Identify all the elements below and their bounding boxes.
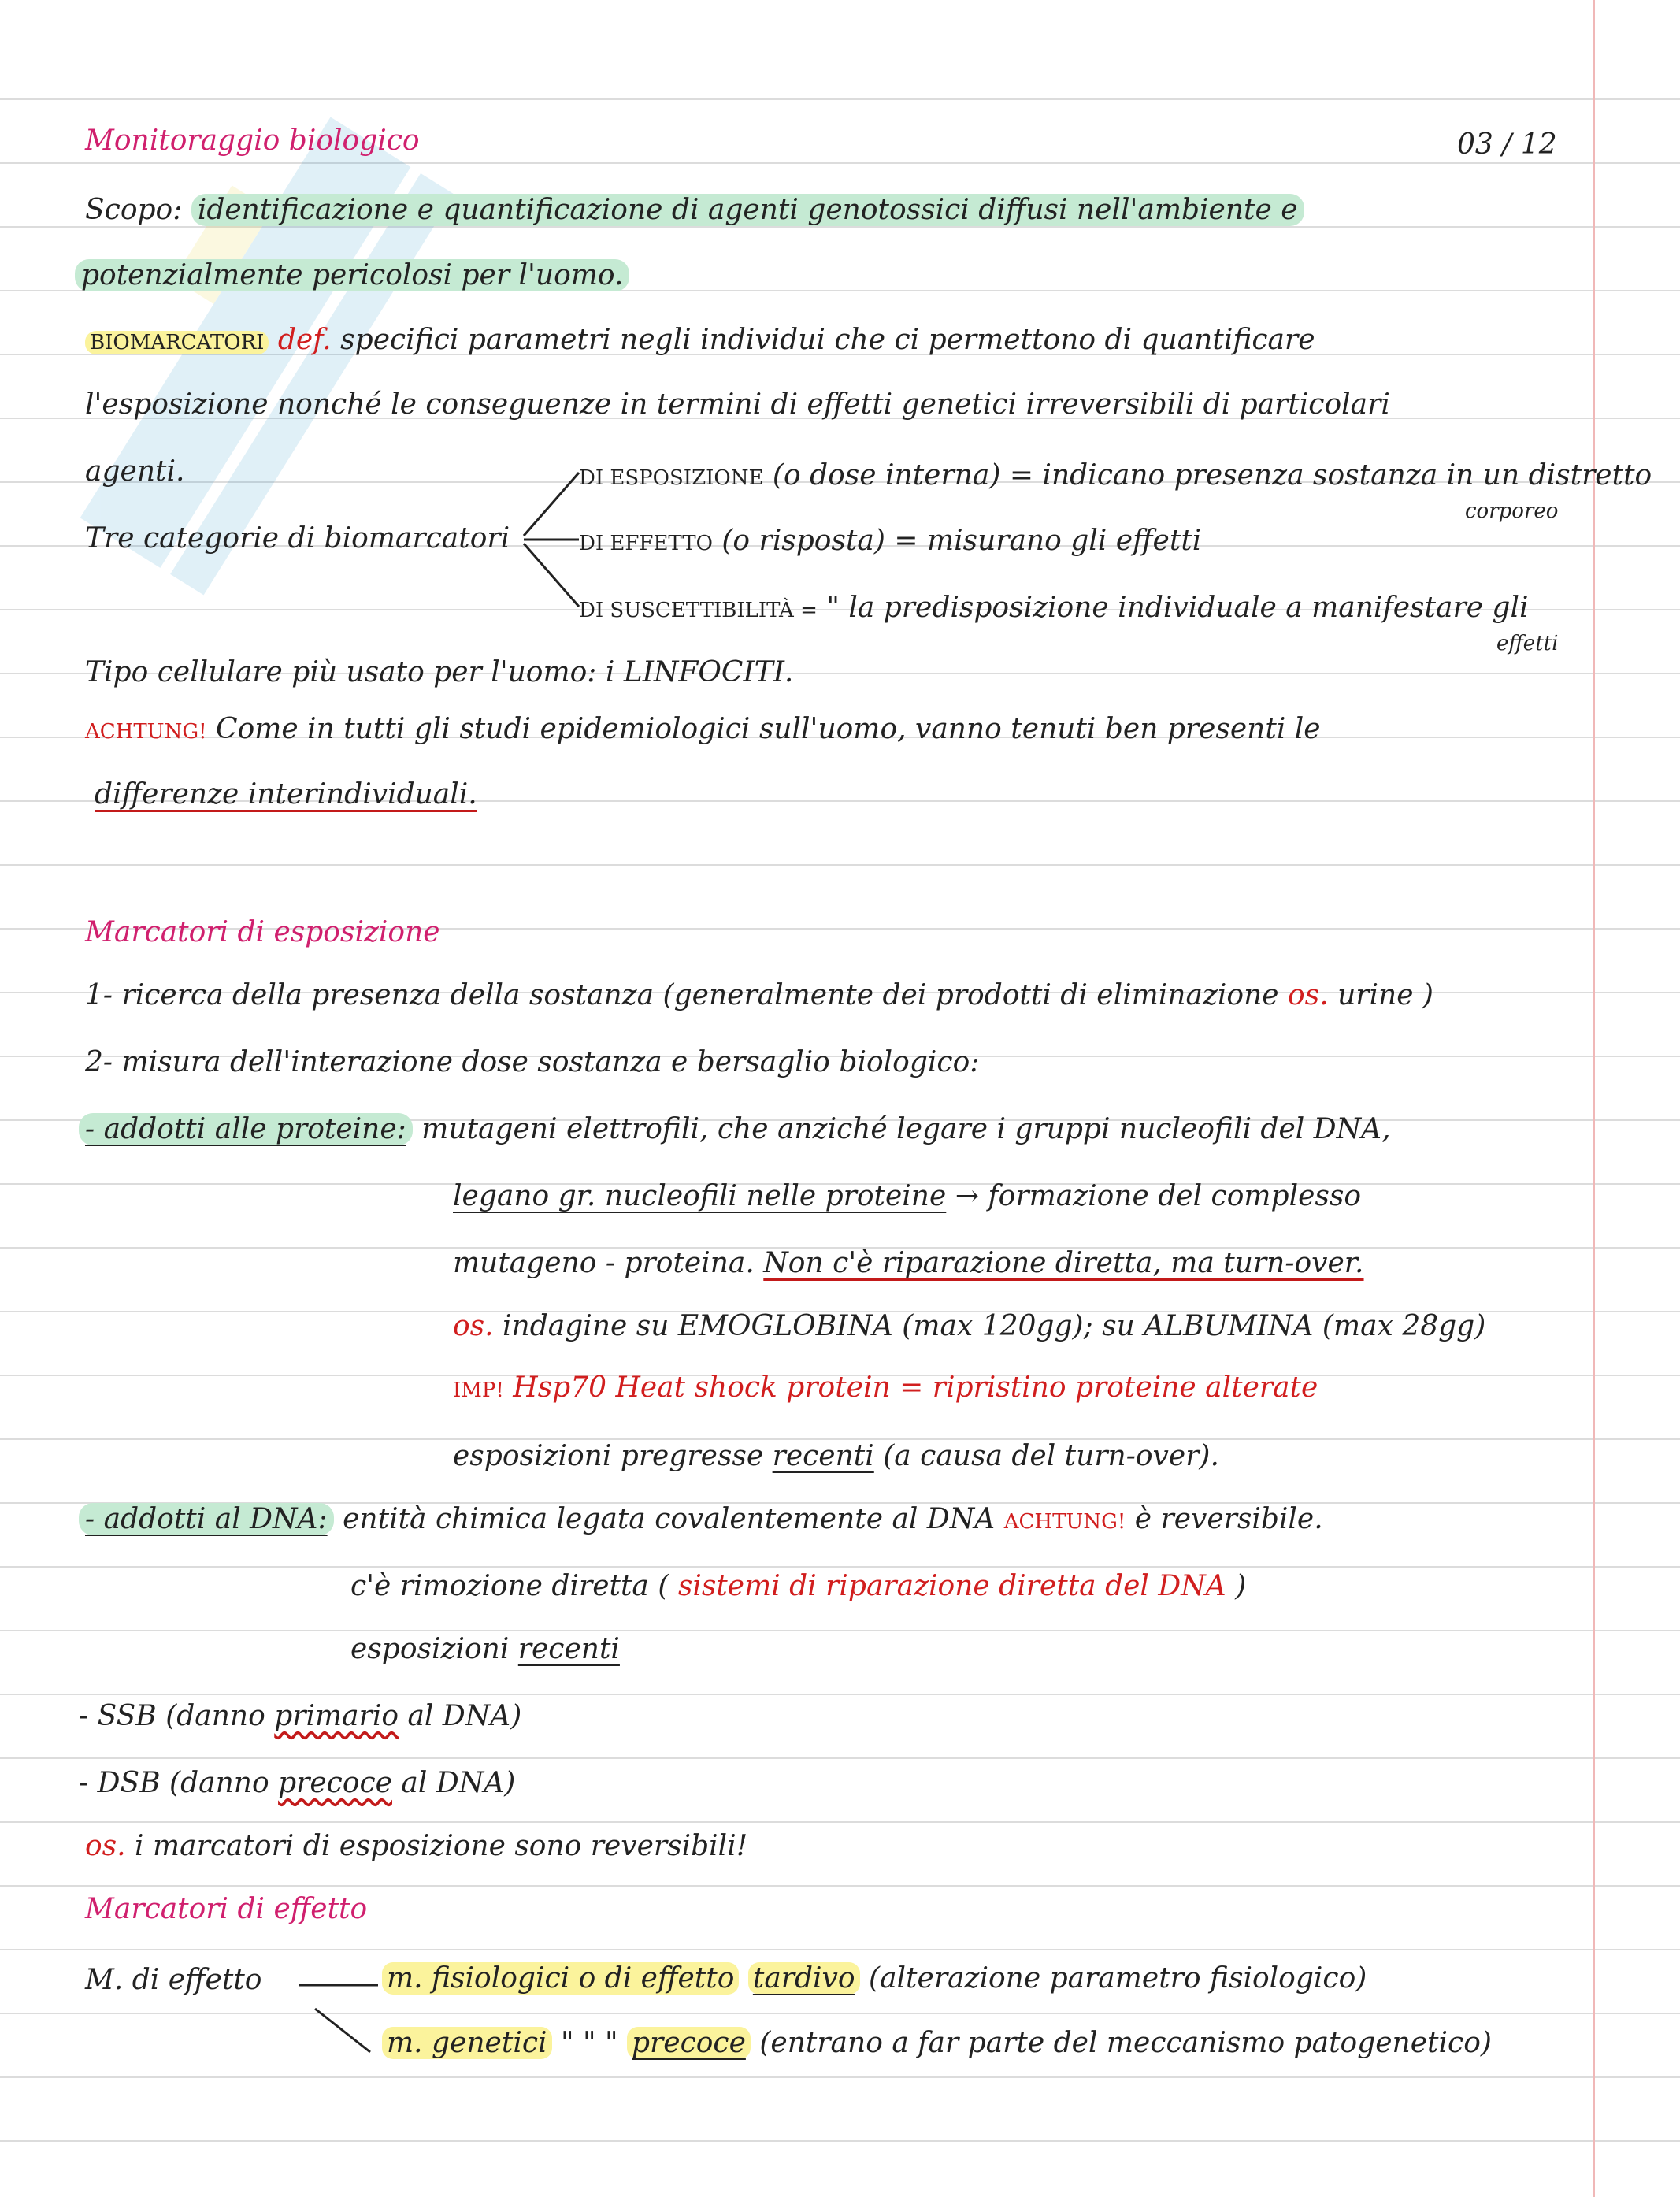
proteins-text-2a: legano gr. nucleofili nelle proteine	[453, 1180, 947, 1212]
proteins-line-5	[453, 1369, 1318, 1409]
dna-text-3a: esposizioni	[350, 1633, 510, 1665]
dna-line-3	[350, 1631, 620, 1668]
category-susceptibility-name: DI SUSCETTIBILITÀ =	[579, 599, 818, 622]
biomarker-text-1: specifici parametri negli individui che ci permettono di quantificare	[340, 324, 1315, 356]
proteins-line-1	[79, 1111, 1391, 1149]
dna-line-2	[350, 1568, 1246, 1605]
proteins-line-6	[453, 1438, 1219, 1475]
category-exposure	[579, 457, 1652, 497]
category-effect	[579, 522, 1201, 562]
proteins-text-6c: (a causa del turn-over).	[883, 1440, 1219, 1472]
effect-label: M. di effetto	[85, 1964, 262, 1996]
ssb-word: primario	[274, 1700, 399, 1732]
achtung-line-1	[85, 711, 1321, 751]
dna-label: - addotti al DNA:	[79, 1503, 334, 1535]
proteins-text-3b: Non c'è riparazione diretta, ma turn-over.	[763, 1247, 1364, 1279]
page-title: Monitoraggio biologico	[85, 124, 420, 157]
dna-line-1	[79, 1501, 1323, 1541]
category-susceptibility-text: " la predisposizione individuale a manifestare gli	[826, 592, 1529, 624]
effect-item-2b: " "	[560, 2027, 596, 2059]
ssb-suffix: al DNA)	[407, 1700, 522, 1732]
effect-item-1a: m. fisiologici o di effetto	[382, 1962, 739, 1995]
achtung-line-2: differenze interindividuali.	[95, 778, 477, 811]
biomarker-label: BIOMARCATORI	[85, 331, 269, 354]
dsb-word: precoce	[278, 1767, 392, 1799]
dna-text-3b: recenti	[517, 1633, 620, 1665]
proteins-text-4: indagine su EMOGLOBINA (max 120gg); su ALBUMINA (max 28gg)	[503, 1310, 1486, 1342]
categories-label: Tre categorie di biomarcatori	[85, 522, 510, 555]
effect-item-2d: precoce	[627, 2027, 751, 2059]
category-effect-text: (o risposta) = misurano gli effetti	[721, 525, 1202, 557]
scope-line-1	[85, 191, 1304, 229]
exposure-item-1-suffix: urine )	[1337, 979, 1433, 1011]
proteins-text-3a: mutageno - proteina.	[453, 1247, 755, 1279]
proteins-text-6a: esposizioni pregresse	[453, 1440, 764, 1472]
dsb-line	[79, 1765, 515, 1802]
dna-achtung: ACHTUNG!	[1003, 1510, 1126, 1534]
effect-item-2c: "	[605, 2027, 618, 2059]
dsb-prefix: - DSB (danno	[79, 1767, 269, 1799]
cell-type-line: Tipo cellulare più usato per l'uomo: i LINFOCITI.	[85, 656, 794, 688]
effect-branch-lines	[291, 1969, 386, 2072]
proteins-text-2b: → formazione del complesso	[955, 1180, 1362, 1212]
scope-label: Scopo:	[85, 194, 183, 226]
dna-text-1: entità chimica legata covalentemente al DNA	[343, 1503, 996, 1535]
proteins-text-6b: recenti	[772, 1440, 874, 1472]
achtung-label: ACHTUNG!	[85, 720, 207, 744]
category-exposure-cont: corporeo	[1465, 499, 1559, 523]
biomarker-line-1	[85, 321, 1315, 362]
dna-text-1b: è reversibile.	[1134, 1503, 1323, 1535]
effect-item-2	[382, 2024, 1492, 2062]
effect-item-2e: (entrano a far parte del meccanismo patogenetico)	[759, 2027, 1492, 2059]
category-exposure-name: DI ESPOSIZIONE	[579, 466, 764, 490]
effect-item-1	[382, 1960, 1367, 1998]
effect-item-2a: m. genetici	[382, 2027, 552, 2059]
imp-label: IMP!	[453, 1379, 504, 1402]
scope-line-2	[75, 257, 629, 295]
category-susceptibility	[579, 589, 1528, 629]
proteins-line-4	[453, 1308, 1485, 1345]
def-label: def.	[277, 324, 332, 356]
dna-text-2b: sistemi di riparazione diretta del DNA	[677, 1570, 1226, 1602]
category-effect-name: DI EFFETTO	[579, 532, 713, 555]
exposure-item-1-prefix: 1- ricerca della presenza della sostanza (generalmente dei prodotti di eliminazione	[85, 979, 1279, 1011]
exposure-section-title: Marcatori di esposizione	[85, 916, 440, 948]
exposure-item-1	[85, 977, 1433, 1015]
proteins-label: - addotti alle proteine:	[79, 1113, 413, 1145]
ssb-line	[79, 1698, 521, 1735]
effect-item-1b: tardivo	[748, 1962, 860, 1995]
proteins-text-1: mutageni elettrofili, che anziché legare i gruppi nucleofili del DNA,	[421, 1113, 1391, 1145]
category-susceptibility-cont: effetti	[1496, 632, 1559, 655]
ssb-prefix: - SSB (danno	[79, 1700, 265, 1732]
dsb-suffix: al DNA)	[401, 1767, 516, 1799]
category-brace	[520, 461, 583, 618]
dna-text-2c: )	[1235, 1570, 1247, 1602]
proteins-line-3	[453, 1245, 1364, 1282]
proteins-line-2	[453, 1178, 1361, 1215]
page-number: 03 / 12	[1457, 128, 1557, 161]
achtung-text-1: Come in tutti gli studi epidemiologici sull'uomo, vanno tenuti ben presenti le	[216, 713, 1321, 745]
exposure-item-2: 2- misura dell'interazione dose sostanza e bersaglio biologico:	[85, 1046, 980, 1078]
exposure-note: i marcatori di esposizione sono reversibili!	[135, 1830, 748, 1862]
imp-text: Hsp70 Heat shock protein = ripristino proteine alterate	[513, 1371, 1318, 1404]
effect-item-1c: (alterazione parametro fisiologico)	[869, 1962, 1367, 1995]
proteins-os: os.	[453, 1310, 494, 1342]
exposure-item-1-os: os.	[1288, 979, 1329, 1011]
exposure-note-line	[85, 1828, 747, 1865]
category-exposure-text: (o dose interna) = indicano presenza sostanza in un distretto	[772, 459, 1652, 492]
scope-text-1: identificazione e quantificazione di agenti genotossici diffusi nell'ambiente e	[191, 194, 1304, 226]
effect-section-title: Marcatori di effetto	[85, 1893, 368, 1925]
biomarker-line-3: agenti.	[85, 455, 185, 488]
biomarker-line-2: l'esposizione nonché le conseguenze in termini di effetti genetici irreversibili di particolari	[85, 388, 1390, 421]
dna-text-2a: c'è rimozione diretta (	[350, 1570, 669, 1602]
scope-text-2: potenzialmente pericolosi per l'uomo.	[75, 259, 629, 291]
exposure-note-os: os.	[85, 1830, 126, 1862]
